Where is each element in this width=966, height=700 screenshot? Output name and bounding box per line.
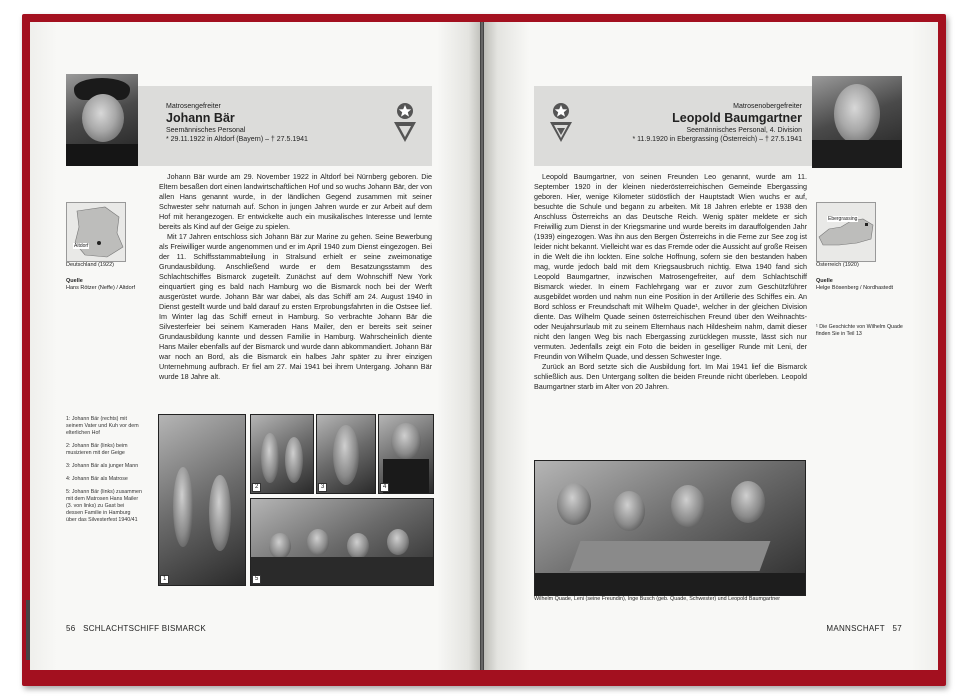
running-title: SCHLACHTSCHIFF BISMARCK	[83, 624, 206, 633]
caption: 5: Johann Bär (links) zusammen mit dem Matrosen Hans Mailer (3. von links) zu Gast bei dessen Familie in Hamburg über das Silvesterfest 1940/41	[66, 489, 142, 523]
footnote: ¹ Die Geschichte von Wilhelm Quade finden Sie in Teil 13	[816, 324, 903, 337]
rank: Matrosengefreiter	[166, 103, 221, 110]
portrait-photo	[812, 76, 902, 168]
role: Seemännisches Personal	[166, 127, 246, 134]
photo-3	[316, 414, 376, 494]
photo-captions	[66, 416, 142, 530]
photo-4	[378, 414, 434, 494]
caption: 4: Johann Bär als Matrose	[66, 476, 128, 482]
photo-number: 5	[252, 575, 261, 584]
page-number: 56	[66, 624, 76, 633]
page-footer	[826, 624, 902, 633]
photo-caption: Wilhelm Quade, Leni (seine Freundin), Inge Busch (geb. Quade, Schwester) und Leopold Baumgartner	[534, 596, 781, 602]
source-label: Quelle	[816, 278, 833, 284]
rank: Matrosenobergefreiter	[733, 103, 802, 110]
page-footer	[66, 624, 206, 633]
photo-number: 4	[380, 483, 389, 492]
map-label: Altdorf	[74, 243, 89, 249]
map-label: Ebergrassing	[828, 216, 858, 222]
dates: * 11.9.1920 in Ebergrassing (Österreich) – † 27.5.1941	[632, 136, 802, 143]
map-caption: Deutschland (1922)	[66, 262, 115, 268]
photo-1	[158, 414, 246, 586]
article-text	[159, 172, 432, 382]
header-info	[594, 102, 802, 144]
paragraph: Johann Bär wurde am 29. November 1922 in Altdorf bei Nürnberg geboren. Die Eltern besaßen dort einen landwirtschaftlichen Hof und so wuchs Johann Bär, der von allen Hans genannt wurde, in der ländlichen Gegend zusammen mit seiner Schwester sehr naturnah auf. Schon in jungen Jahren wurde er zur Arbeit auf dem Hof mit herangezogen. Er entwickelte auch ein musikalisches Interesse und lernte bereits als Kind auf der Geige zu spielen.	[159, 172, 432, 231]
photo-2	[250, 414, 314, 494]
article-text	[534, 172, 807, 392]
header-info	[166, 102, 366, 144]
source-text: Hans Rötzer (Neffe) / Altdorf	[66, 285, 135, 291]
role: Seemännisches Personal, 4. Division	[686, 127, 802, 134]
paragraph: Leopold Baumgartner, von seinen Freunden Leo genannt, wurde am 11. September 1920 in der kleinen niederösterreichischen Gemeinde Ebergassing geboren. Hier, wenige Kilometer südöstlich der Hauptstadt Wien wuchs er auf, besuchte die Schule und begann zu arbeiten. Mit 18 Jahren erlebte er 1938 den Anschluss Österreichs an das Deutsche Reich. Wenig später meldete er sich Freiwillig zum Dienst in der Kriegsmarine und wurde bereits im darauffolgenden Jahr (1939) eingezogen. Was ihn aus den Bergen Österreichs in die Ferne zur See zog ist leider nicht bekannt. Vielleicht war es das Fremde oder die Aussicht auf große Reisen in die Welt die ihn lockten. Eine solche Hoffnung, sofern sie den bestanden haben mag, wurde jedoch bald mit dem Kriegsausbruch nichtig. Etwa 1940 fand sich Leopold Baumgartner, inzwischen Matrosengefreiter, auf dem Schlachtschiff Bismarck wieder. In einem Fachlehrgang war er zuvor zum Geschützführer ausgebildet worden und nahm nun eine Position in der Artillerie des Schiffes ein. An Bord schloss er Freundschaft mit Wilhelm Quade¹, welcher in der gleichen Division diente. Das Wilhelm Quade seinen österreichischen Freund über den Weihnachts- oder Neujahrsurlaub mit zu seinem Elternhaus nach Hildesheim nahm, damit dieser nicht den langen Weg bis nach Ebergassing zurücklegen musste, lässt sich nur vermuten. Jedenfalls zeigt ein Foto die beiden in geselliger Runde mit Leni, der Freundin von Wilhelm Quade, und dessen Schwester Inge.	[534, 172, 807, 361]
location-map	[66, 202, 126, 262]
photo-number: 3	[318, 483, 327, 492]
caption: 1: Johann Bär (rechts) mit seinem Vater und Kuh vor dem elterlichen Hof	[66, 416, 139, 436]
paragraph: Zurück an Bord setzte sich die Ausbildung fort. Im Mai 1941 lief die Bismarck schließlich aus. Den Untergang sollten die beiden Freunde nicht überleben. Leopold Baumgartner starb im Alter von 20 Jahren.	[534, 362, 807, 391]
source-text: Helge Bösenberg / Nordhastedt	[816, 285, 894, 291]
dates: * 29.11.1922 in Altdorf (Bayern) – † 27.5.1941	[166, 136, 308, 143]
rank-insignia-icon	[548, 102, 574, 144]
photo-5	[250, 498, 434, 586]
page-number: 57	[892, 624, 902, 633]
location-map	[816, 202, 876, 262]
person-name: Leopold Baumgartner	[672, 111, 802, 125]
photo-number: 1	[160, 575, 169, 584]
rank-insignia-icon	[392, 102, 418, 144]
right-page	[484, 22, 938, 670]
source-block	[816, 278, 916, 292]
source-block	[66, 278, 156, 292]
group-photo	[534, 460, 806, 596]
paragraph: Mit 17 Jahren entschloss sich Johann Bär zur Marine zu gehen. Seine Bewerbung als Freiwilliger wurde angenommen und er im April 1940 zum Dienst eingezogen. Bei der 11. Schiffsstammabteilung in Stralsund erhielt er seine zweimonatige Grundausbildung. Anschließend wurde er dem Besatzungsstamm des Schlachtschiffes Bismarck zugeteilt. Zunächst auf dem Wohnschiff New York einquartiert ging es bald nach Hamburg wo die Bismarck noch bei der Werft ausgerüstet wurde. Johann Bär war dabei, als das Schiff am 24. August 1940 in Dienst gestellt wurde und bald darauf zu ersten Erprobungsfahrten in die Ostsee lief. Im Winter lag das Schiff erneut in Hamburg. So verbrachte Johann Bär die Silvesterfeier bei seinem Kameraden Hans Mailer, den er bereits seit seiner Grundausbildung kannte und dessen Familie in Hamburg. Wahrscheinlich diente Hans Mailer ebenfalls auf der Bismarck und wurde dann abkommandiert. Johann Bär war noch an Bord, als die Bismarck ein halbes Jahr später zu ihrer einzigen Unternehmung aufbrach. Er fiel am 27. Mai 1941 bei ihrem Untergang. Johann Bär wurde 18 Jahre alt.	[159, 232, 432, 381]
running-title: MANNSCHAFT	[826, 624, 885, 633]
person-name: Johann Bär	[166, 111, 235, 125]
map-caption: Österreich (1920)	[816, 262, 859, 268]
portrait-photo	[66, 74, 138, 166]
source-label: Quelle	[66, 278, 83, 284]
left-page	[30, 22, 482, 670]
caption: 2: Johann Bär (links) beim musizieren mit der Geige	[66, 443, 128, 456]
caption: 3: Johann Bär als junger Mann	[66, 463, 139, 469]
photo-number: 2	[252, 483, 261, 492]
